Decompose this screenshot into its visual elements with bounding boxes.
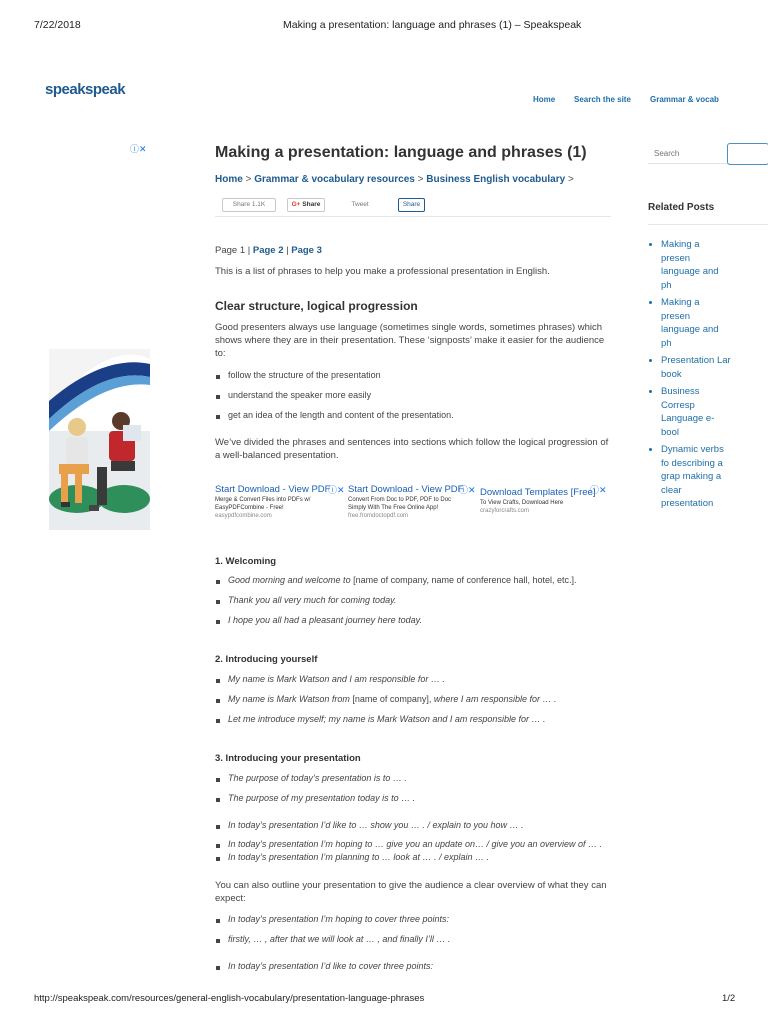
- ad-1-title[interactable]: Start Download - View PDF: [215, 484, 331, 495]
- related-posts-list: [649, 238, 731, 515]
- related-post-link[interactable]: • Business Corresp Language e-bool: [661, 385, 731, 439]
- facebook-share-label: Share 1.1K: [232, 201, 266, 208]
- gplus-share-label: Share: [302, 201, 321, 208]
- linkedin-share-label: Share: [402, 201, 421, 208]
- tweet-button[interactable]: [340, 198, 380, 212]
- intro-paragraph: This is a list of phrases to help you make a professional presentation in English.: [215, 266, 550, 277]
- nav-home[interactable]: [533, 89, 555, 107]
- breadcrumb: [215, 174, 574, 185]
- breadcrumb-separator: >: [245, 174, 252, 185]
- introducing-presentation-list-c: [215, 839, 625, 865]
- page-title: Making a presentation: language and phrases (1): [215, 144, 587, 161]
- list-item: In today’s presentation I’m hoping to cover three points:: [215, 914, 615, 934]
- breadcrumb-separator: >: [567, 174, 574, 185]
- pager: [215, 244, 322, 257]
- breadcrumb-home[interactable]: Home: [215, 174, 243, 185]
- print-footer-page: 1/2: [722, 993, 736, 1004]
- pager-page-3-link[interactable]: Page 3: [291, 245, 322, 256]
- print-date: 7/22/2018: [34, 19, 81, 31]
- search-submit-button[interactable]: [727, 143, 768, 165]
- ad-3-url: crazyforcrafts.com: [480, 508, 530, 514]
- intro-yourself-phrase-b: where I am responsible for … .: [433, 694, 557, 704]
- list-item: Let me introduce myself; my name is Mark Watson and I am responsible for … .: [215, 714, 615, 734]
- nav-grammar-vocab-link[interactable]: Grammar & vocab: [650, 95, 719, 104]
- ad-unit-3[interactable]: [480, 487, 604, 515]
- ad-1-line-2: EasyPDFCombine - Free!: [215, 505, 284, 511]
- list-item: In today’s presentation I’d like to … show you … . / explain to you how … .: [215, 820, 615, 839]
- nav-grammar-vocab[interactable]: [650, 89, 719, 107]
- list-item: [215, 575, 615, 595]
- site-logo[interactable]: speakspeak: [45, 81, 126, 98]
- list-item: follow the structure of the presentation: [215, 370, 611, 390]
- pager-page-2-link[interactable]: Page 2: [252, 245, 284, 256]
- nav-search-site-link[interactable]: Search the site: [574, 95, 631, 104]
- introducing-presentation-heading: 3. Introducing your presentation: [215, 753, 361, 764]
- ad-unit-1[interactable]: [215, 484, 345, 520]
- gplus-icon: G+: [291, 201, 301, 208]
- list-item: I hope you all had a pleasant journey here today.: [215, 615, 615, 635]
- print-doc-title: Making a presentation: language and phrases (1) – Speakspeak: [283, 19, 582, 31]
- ad-choices-close-icon[interactable]: ⓘ✕: [130, 144, 147, 154]
- section-heading: Clear structure, logical progression: [215, 299, 418, 313]
- list-item: understand the speaker more easily: [215, 390, 611, 410]
- list-item: The purpose of my presentation today is to … .: [215, 793, 615, 813]
- introducing-presentation-list-a: [215, 773, 615, 813]
- list-item: In today’s presentation I’d like to cover three points:: [215, 961, 615, 975]
- sidebar-search: [648, 143, 768, 165]
- ad-3-close-icon[interactable]: ⓘ✕: [590, 485, 607, 495]
- pager-current: Page 1 |: [215, 245, 251, 256]
- nav-home-link[interactable]: Home: [533, 95, 556, 104]
- pager-bar: |: [286, 245, 289, 256]
- welcoming-phrase-1: Good morning and welcome to: [228, 575, 351, 585]
- tweet-label: Tweet: [351, 201, 369, 208]
- share-bar-divider: [215, 216, 611, 217]
- welcoming-list: [215, 575, 615, 635]
- introducing-presentation-list-e: [215, 961, 615, 975]
- intro-yourself-phrase-mid: [name of company],: [349, 694, 434, 704]
- introducing-yourself-heading: 2. Introducing yourself: [215, 654, 318, 665]
- related-post-link[interactable]: • Presentation Lar book: [661, 354, 731, 381]
- ad-image-banner[interactable]: [49, 349, 150, 530]
- list-item: Thank you all very much for coming today.: [215, 595, 615, 615]
- ad-3-title[interactable]: Download Templates [Free]: [480, 487, 596, 498]
- breadcrumb-grammar[interactable]: Grammar & vocabulary resources: [254, 174, 415, 185]
- ad-unit-2[interactable]: [348, 484, 476, 520]
- section-bullet-list: [215, 370, 611, 430]
- introducing-yourself-list: [215, 674, 615, 734]
- related-posts-divider: [648, 224, 768, 225]
- ad-2-line-2: Simply With The Free Online App!: [348, 505, 439, 511]
- welcoming-heading: 1. Welcoming: [215, 556, 277, 567]
- list-item: firstly, … , after that we will look at … , and finally I’ll … .: [215, 934, 615, 954]
- list-item: [215, 694, 615, 714]
- list-item: The purpose of today’s presentation is to … .: [215, 773, 615, 793]
- related-post-link[interactable]: • Dynamic verbs fo describing a grap making a clear presentation: [661, 443, 731, 511]
- search-input[interactable]: [648, 143, 730, 164]
- section-paragraph: Good presenters always use language (sometimes single words, sometimes phrases) which shows where they are in their presentation. These ‘signposts’ make it easier for the audience to:: [215, 322, 605, 359]
- print-footer-url: http://speakspeak.com/resources/general-english-vocabulary/presentation-language-phrases: [34, 993, 425, 1004]
- gplus-share-button[interactable]: [287, 198, 325, 212]
- ad-2-title[interactable]: Start Download - View PDF: [348, 484, 464, 495]
- list-item: get an idea of the length and content of the presentation.: [215, 410, 611, 430]
- introducing-presentation-list-b: [215, 820, 615, 839]
- ad-2-line-1: Convert From Doc to PDF, PDF to Doc: [348, 497, 452, 503]
- introducing-presentation-list-d: [215, 914, 615, 954]
- list-item: In today’s presentation I’m hoping to … give you an update on… / give you an overview of … .: [215, 839, 625, 852]
- ad-2-url: free.fromdoctopdf.com: [348, 513, 409, 519]
- breadcrumb-separator: >: [417, 174, 424, 185]
- breadcrumb-business[interactable]: Business English vocabulary: [426, 174, 566, 185]
- related-posts-title: Related Posts: [648, 202, 715, 213]
- facebook-share-button[interactable]: [222, 198, 276, 212]
- ad-1-close-icon[interactable]: ⓘ✕: [328, 485, 345, 495]
- welcoming-phrase-1-rest: [name of company, name of conference hall, hotel, etc.].: [350, 575, 577, 585]
- linkedin-share-button[interactable]: [398, 198, 425, 212]
- ad-1-url: easypdfcombine.com: [215, 513, 272, 519]
- intro-yourself-phrase-a: My name is Mark Watson from: [228, 694, 350, 704]
- nav-search-site[interactable]: [574, 89, 631, 107]
- divided-paragraph: We’ve divided the phrases and sentences into sections which follow the logical progression of a well-balanced presentation.: [215, 437, 609, 461]
- related-post-link[interactable]: • Making a presen language and ph: [661, 296, 731, 350]
- list-item: My name is Mark Watson and I am responsible for … .: [215, 674, 615, 694]
- ad-3-line-1: To View Crafts, Download Here: [480, 500, 564, 506]
- list-item: In today’s presentation I’m planning to … look at … . / explain … .: [215, 852, 625, 865]
- ad-2-close-icon[interactable]: ⓘ✕: [459, 485, 476, 495]
- outline-paragraph: You can also outline your presentation to give the audience a clear overview of what they can expect:: [215, 880, 607, 904]
- ad-illustration-icon: [49, 349, 150, 530]
- ad-1-line-1: Merge & Convert Files into PDFs w/: [215, 497, 311, 503]
- related-post-link[interactable]: • Making a presen language and ph: [661, 238, 731, 292]
